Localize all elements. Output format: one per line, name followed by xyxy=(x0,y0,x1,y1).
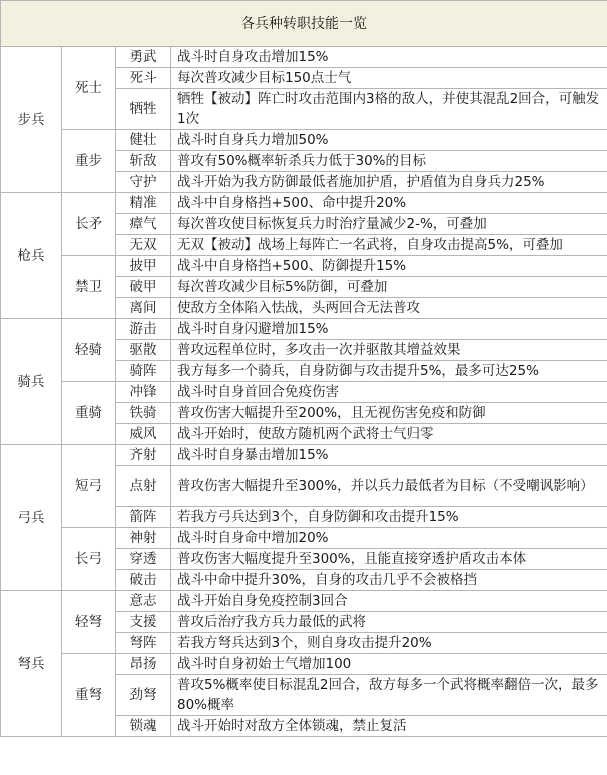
skill-description: 每次普攻使目标恢复兵力时治疗量减少2-%，可叠加 xyxy=(171,214,607,235)
skill-description: 普攻远程单位时，多攻击一次并驱散其增益效果 xyxy=(171,340,607,361)
table-body xyxy=(1,47,607,737)
skill-description: 普攻伤害大幅提升至300%，并以兵力最低者为目标（不受嘲讽影响） xyxy=(171,466,607,507)
table-row xyxy=(1,47,607,68)
skill-name: 健壮 xyxy=(116,130,171,151)
subclass-name: 轻骑 xyxy=(62,319,116,382)
table-row xyxy=(1,256,607,277)
table-row xyxy=(1,591,607,612)
table-row xyxy=(1,130,607,151)
skill-description: 战斗中命中提升30%，自身的攻击几乎不会被格挡 xyxy=(171,570,607,591)
table-row xyxy=(1,319,607,340)
skill-name: 守护 xyxy=(116,172,171,193)
skill-description: 若我方弓兵达到3个，自身防御和攻击提升15% xyxy=(171,507,607,528)
subclass-name: 禁卫 xyxy=(62,256,116,319)
branch-name: 步兵 xyxy=(1,47,62,193)
skill-name: 游击 xyxy=(116,319,171,340)
skill-description: 每次普攻减少目标150点士气 xyxy=(171,68,607,89)
skill-name: 齐射 xyxy=(116,445,171,466)
skill-description: 战斗时自身初始士气增加100 xyxy=(171,654,607,675)
subclass-name: 重步 xyxy=(62,130,116,193)
skill-description: 无双【被动】战场上每阵亡一名武将，自身攻击提高5%，可叠加 xyxy=(171,235,607,256)
skill-description: 普攻5%概率使目标混乱2回合，敌方每多一个武将概率翻倍一次，最多80%概率 xyxy=(171,675,607,716)
skill-name: 无双 xyxy=(116,235,171,256)
skill-name: 神射 xyxy=(116,528,171,549)
table-row xyxy=(1,654,607,675)
skill-description: 战斗开始时，使敌方随机两个武将士气归零 xyxy=(171,424,607,445)
skill-description: 若我方弩兵达到3个，则自身攻击提升20% xyxy=(171,633,607,654)
table-row xyxy=(1,445,607,466)
skill-name: 劲弩 xyxy=(116,675,171,716)
skill-name: 死斗 xyxy=(116,68,171,89)
skill-description: 牺牲【被动】阵亡时攻击范围内3格的敌人，并使其混乱2回合，可触发1次 xyxy=(171,89,607,130)
skill-name: 铁骑 xyxy=(116,403,171,424)
skill-name: 离间 xyxy=(116,298,171,319)
skill-name: 穿透 xyxy=(116,549,171,570)
subclass-name: 长矛 xyxy=(62,193,116,256)
skill-name: 箭阵 xyxy=(116,507,171,528)
skill-description: 普攻有50%概率斩杀兵力低于30%的目标 xyxy=(171,151,607,172)
skill-description: 普攻后治疗我方兵力最低的武将 xyxy=(171,612,607,633)
skill-description: 战斗时自身命中增加20% xyxy=(171,528,607,549)
skill-name: 斩敌 xyxy=(116,151,171,172)
skill-name: 锁魂 xyxy=(116,716,171,737)
skill-name: 勇武 xyxy=(116,47,171,68)
skill-name: 破击 xyxy=(116,570,171,591)
subclass-name: 短弓 xyxy=(62,445,116,528)
skill-name: 昂扬 xyxy=(116,654,171,675)
skill-name: 牺牲 xyxy=(116,89,171,130)
skill-description: 战斗时自身暴击增加15% xyxy=(171,445,607,466)
skill-description: 战斗开始自身免疫控制3回合 xyxy=(171,591,607,612)
skill-name: 披甲 xyxy=(116,256,171,277)
skill-name: 点射 xyxy=(116,466,171,507)
skill-description: 战斗时自身闪避增加15% xyxy=(171,319,607,340)
branch-name: 枪兵 xyxy=(1,193,62,319)
skill-name: 瘴气 xyxy=(116,214,171,235)
skill-name: 意志 xyxy=(116,591,171,612)
branch-name: 骑兵 xyxy=(1,319,62,445)
subclass-name: 重骑 xyxy=(62,382,116,445)
skill-name: 威风 xyxy=(116,424,171,445)
skill-description: 战斗时自身首回合免疫伤害 xyxy=(171,382,607,403)
subclass-name: 轻弩 xyxy=(62,591,116,654)
branch-name: 弓兵 xyxy=(1,445,62,591)
skill-description: 使敌方全体陷入怯战，头两回合无法普攻 xyxy=(171,298,607,319)
skill-description: 战斗中自身格挡+500、防御提升15% xyxy=(171,256,607,277)
table-row xyxy=(1,528,607,549)
skill-description: 普攻伤害大幅提升至200%，且无视伤害免疫和防御 xyxy=(171,403,607,424)
skill-description: 战斗开始时对敌方全体锁魂，禁止复活 xyxy=(171,716,607,737)
skill-description: 战斗开始为我方防御最低者施加护盾，护盾值为自身兵力25% xyxy=(171,172,607,193)
skill-name: 驱散 xyxy=(116,340,171,361)
skill-name: 精准 xyxy=(116,193,171,214)
skill-description: 战斗中自身格挡+500、命中提升20% xyxy=(171,193,607,214)
skill-name: 弩阵 xyxy=(116,633,171,654)
skill-description: 我方每多一个骑兵，自身防御与攻击提升5%，最多可达25% xyxy=(171,361,607,382)
table-row xyxy=(1,382,607,403)
subclass-name: 长弓 xyxy=(62,528,116,591)
skill-name: 冲锋 xyxy=(116,382,171,403)
skill-description: 每次普攻减少目标5%防御，可叠加 xyxy=(171,277,607,298)
skill-description: 战斗时自身兵力增加50% xyxy=(171,130,607,151)
skill-name: 支援 xyxy=(116,612,171,633)
subclass-name: 死士 xyxy=(62,47,116,130)
skill-description: 普攻伤害大幅度提升至300%，且能直接穿透护盾攻击本体 xyxy=(171,549,607,570)
branch-name: 弩兵 xyxy=(1,591,62,737)
subclass-name: 重弩 xyxy=(62,654,116,737)
skill-name: 骑阵 xyxy=(116,361,171,382)
table-title: 各兵种转职技能一览 xyxy=(1,1,607,47)
table-row xyxy=(1,193,607,214)
skill-description: 战斗时自身攻击增加15% xyxy=(171,47,607,68)
skill-name: 破甲 xyxy=(116,277,171,298)
